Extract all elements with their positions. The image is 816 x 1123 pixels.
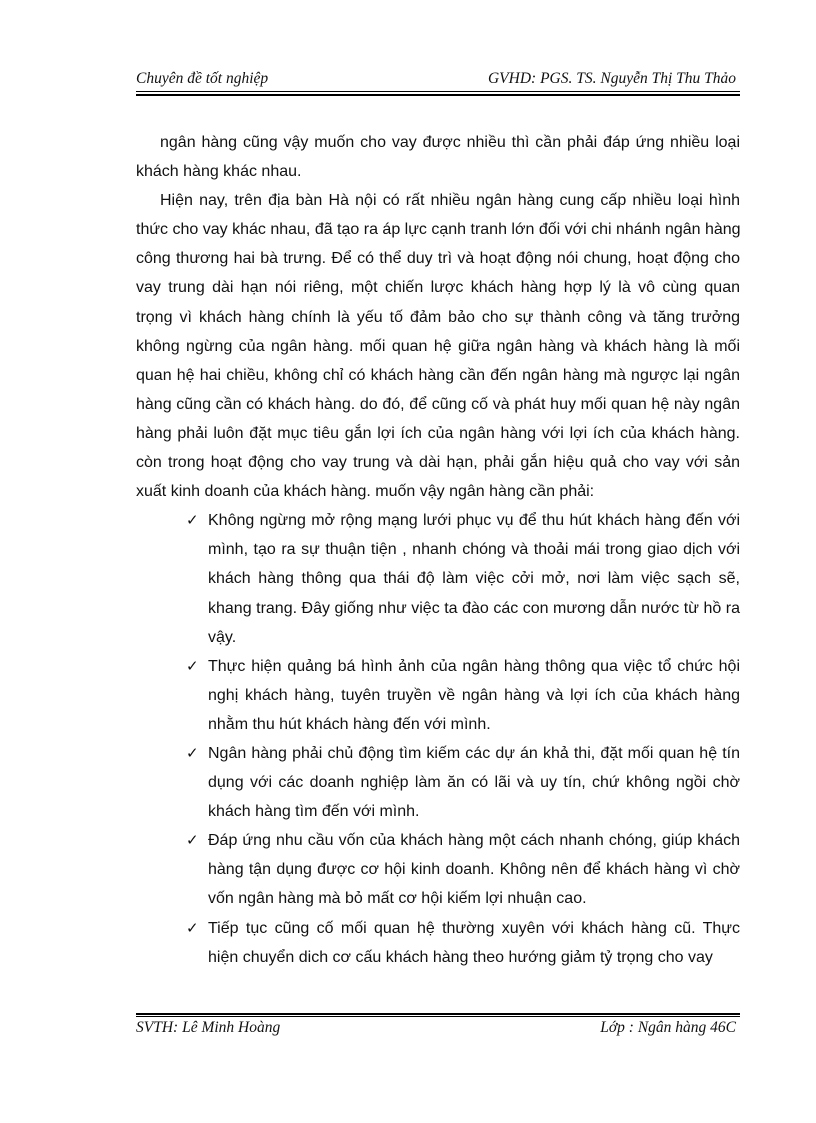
footer-rule-thick — [136, 1013, 740, 1015]
text-line: Không ngừng mở rộng mạng lưới phục vụ để thu hút khách hàng đến với — [208, 512, 740, 530]
text-line: Thực hiện quảng bá hình ảnh của ngân hàng thông qua việc tổ chức hội — [208, 657, 740, 675]
header-advisor: GVHD: PGS. TS. Nguyễn Thị Thu Thảo — [487, 70, 736, 87]
text-line: còn trong hoạt động cho vay trung và dài hạn, phải gắn hiệu quả cho vay với sản — [136, 454, 740, 472]
text-line: Ngân hàng phải chủ động tìm kiếm các dự án khả thi, đặt mối quan hệ tín — [208, 744, 740, 762]
bullet-item — [136, 506, 740, 651]
text-line: Tiếp tục cũng cố mối quan hệ thường xuyên với khách hàng cũ. Thực — [208, 919, 740, 937]
text-line: hàng cũng cần có khách hàng. do đó, để cũng cố và phát huy mối quan hệ này ngân — [136, 395, 740, 413]
bullet-item — [136, 652, 740, 739]
page-footer — [136, 1019, 740, 1039]
text-line: trọng vì khách hàng chính là yếu tố đảm bảo cho sự thành công và tăng trưởng — [136, 308, 740, 326]
text-line: không ngừng của ngân hàng. mối quan hệ giữa ngân hàng và khách hàng là mối — [136, 337, 740, 355]
text-line: công thương hai bà trưng. Để có thể duy trì và hoạt động nói chung, hoạt động cho — [136, 250, 740, 268]
checkmark-icon: ✓ — [186, 832, 199, 850]
text-line: khách hàng thông qua thái độ làm việc cởi mở, nơi làm việc sạch sẽ, — [208, 570, 740, 588]
text-line: khang trang. Đây giống như việc ta đào các con mương dẫn nước từ hồ ra — [208, 599, 740, 617]
paragraph-continuation — [136, 128, 740, 186]
checkmark-icon: ✓ — [186, 919, 199, 937]
text-line: hiện chuyển dich cơ cấu khách hàng theo hướng giảm tỷ trọng cho vay — [208, 948, 713, 966]
checkmark-icon: ✓ — [186, 512, 199, 530]
page-header — [136, 70, 740, 90]
text-line: khách hàng khác nhau. — [136, 163, 302, 181]
paragraph-strategy — [136, 186, 740, 506]
checkmark-icon: ✓ — [186, 657, 199, 675]
footer-rule-thin — [136, 1016, 740, 1017]
text-line: vốn ngân hàng mà bỏ mất cơ hội kiếm lợi nhuận cao. — [208, 890, 587, 908]
text-line: Hiện nay, trên địa bàn Hà nội có rất nhiều ngân hàng cung cấp nhiều loại hình — [160, 192, 740, 210]
text-line: mình, tạo ra sự thuận tiện , nhanh chóng và thoải mái trong giao dịch với — [208, 541, 740, 559]
text-line: nghị khách hàng, tuyên truyền về ngân hàng và lợi ích của khách hàng — [208, 686, 740, 704]
bullet-item — [136, 914, 740, 972]
text-line: Đáp ứng nhu cầu vốn của khách hàng một cách nhanh chóng, giúp khách — [208, 832, 740, 850]
bullet-item — [136, 826, 740, 913]
document-body — [136, 128, 740, 972]
bullet-item — [136, 739, 740, 826]
text-line: vậy. — [208, 628, 237, 646]
footer-student: SVTH: Lê Minh Hoàng — [136, 1019, 281, 1036]
text-line: vay trung dài hạn nói riêng, một chiến lược khách hàng hợp lý là vô cùng quan — [136, 279, 740, 297]
text-line: hàng phải luôn đặt mục tiêu gắn lợi ích của ngân hàng với lợi ích của khách hàng. — [136, 424, 740, 442]
checkmark-icon: ✓ — [186, 744, 199, 762]
text-line: khách hàng tìm đến với mình. — [208, 803, 420, 821]
text-line: thức cho vay khác nhau, đã tạo ra áp lực cạnh tranh lớn đối với chi nhánh ngân hàng — [136, 221, 741, 239]
text-line: quan hệ hai chiều, không chỉ có khách hàng cần đến ngân hàng mà ngược lại ngân — [136, 366, 740, 384]
header-course-label: Chuyên đề tốt nghiệp — [136, 70, 269, 87]
text-line: hàng tận dụng được cơ hội kinh doanh. Không nên để khách hàng vì chờ — [208, 861, 740, 879]
footer-class: Lớp : Ngân hàng 46C — [600, 1019, 736, 1036]
text-line: dụng với các doanh nghiệp làm ăn có lãi và uy tín, chứ không ngồi chờ — [208, 774, 740, 792]
header-rule-thin — [136, 91, 740, 92]
header-rule-thick — [136, 94, 740, 96]
text-line: nhằm thu hút khách hàng đến với mình. — [208, 715, 491, 733]
text-line: ngân hàng cũng vậy muốn cho vay được nhiều thì cần phải đáp ứng nhiều loại — [160, 134, 740, 151]
text-line: xuất kinh doanh của khách hàng. muốn vậy ngân hàng cần phải: — [136, 483, 595, 501]
